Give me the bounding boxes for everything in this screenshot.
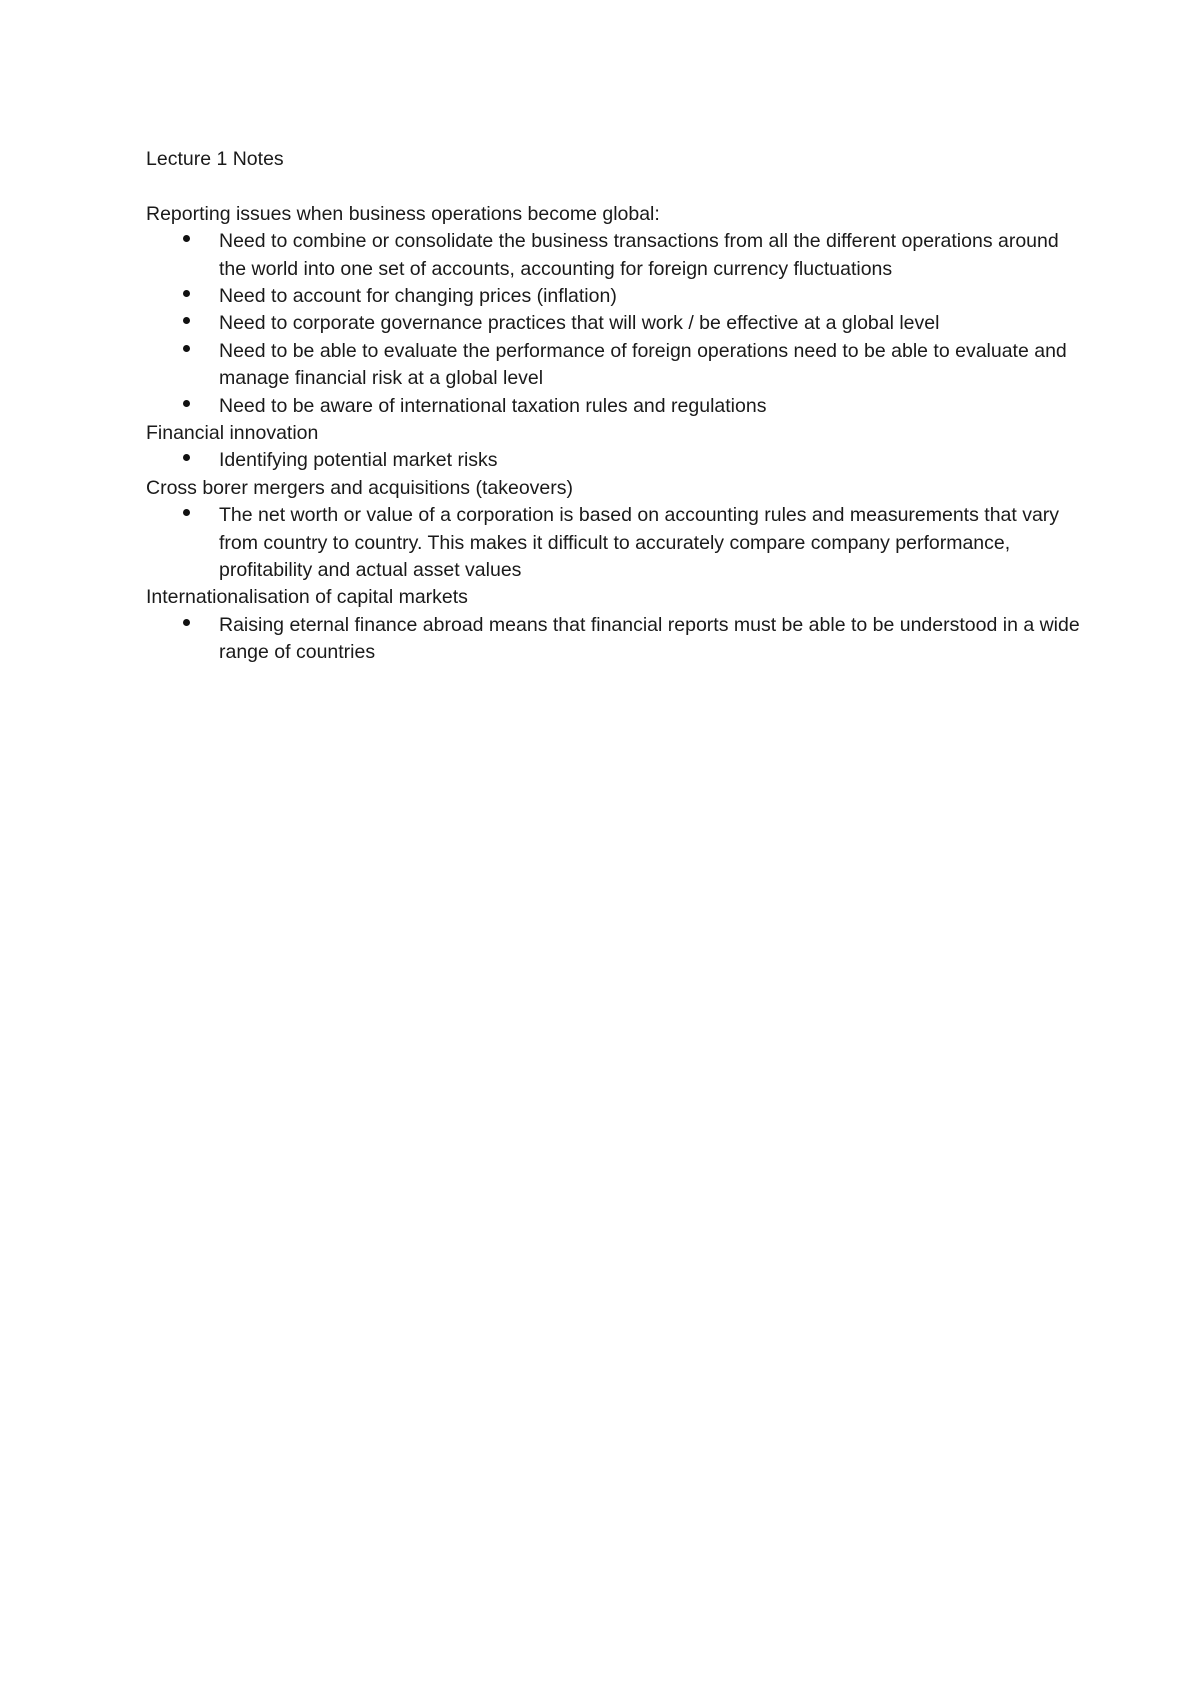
list-item (146, 228, 1086, 283)
section-heading-financial-innovation: Financial innovation (146, 422, 319, 445)
section-heading-reporting-issues: Reporting issues when business operations become global: (146, 202, 660, 225)
list-item (146, 283, 1086, 310)
list-item (146, 393, 1086, 420)
bullet-icon (183, 345, 190, 352)
bullet-icon (183, 619, 190, 626)
list-item-text: The net worth or value of a corporation is based on accounting rules and measurements that vary from country to country. This makes it difficult to accurately compare company performance, profitability and actual asset values (219, 504, 1060, 582)
document-title: Lecture 1 Notes (146, 148, 284, 170)
bullet-icon (183, 454, 190, 461)
list-item-text: Need to be aware of international taxation rules and regulations (219, 394, 767, 417)
list-item (146, 310, 1086, 337)
document-body (146, 146, 1086, 667)
bullet-icon (183, 509, 190, 516)
bullet-icon (183, 400, 190, 407)
list-item (146, 502, 1086, 584)
list-item (146, 612, 1086, 667)
list-item-text: Need to corporate governance practices that will work / be effective at a global level (219, 312, 940, 335)
list-item-text: Need to be able to evaluate the performance of foreign operations need to be able to evaluate and manage financial risk at a global level (219, 339, 1067, 390)
bullet-icon (183, 317, 190, 324)
list-item (146, 338, 1086, 393)
bullet-list-reporting-issues (146, 228, 1086, 420)
list-item (146, 447, 1086, 474)
section-heading-cross-border-mergers: Cross borer mergers and acquisitions (takeovers) (146, 476, 574, 499)
bullet-list-cross-border-mergers (146, 502, 1086, 584)
bullet-icon (183, 290, 190, 297)
list-item-text: Raising eternal finance abroad means that financial reports must be able to be understood in a wide range of countries (219, 613, 1080, 664)
section-heading-capital-markets: Internationalisation of capital markets (146, 586, 468, 609)
blank-line (146, 173, 1086, 200)
list-item-text: Need to combine or consolidate the business transactions from all the different operations around the world into one set of accounts, accounting for foreign currency fluctuations (219, 230, 1059, 280)
list-item-text: Identifying potential market risks (219, 449, 498, 472)
bullet-list-financial-innovation (146, 447, 1086, 474)
bullet-icon (183, 235, 190, 242)
bullet-list-capital-markets (146, 612, 1086, 667)
list-item-text: Need to account for changing prices (inflation) (219, 285, 617, 307)
